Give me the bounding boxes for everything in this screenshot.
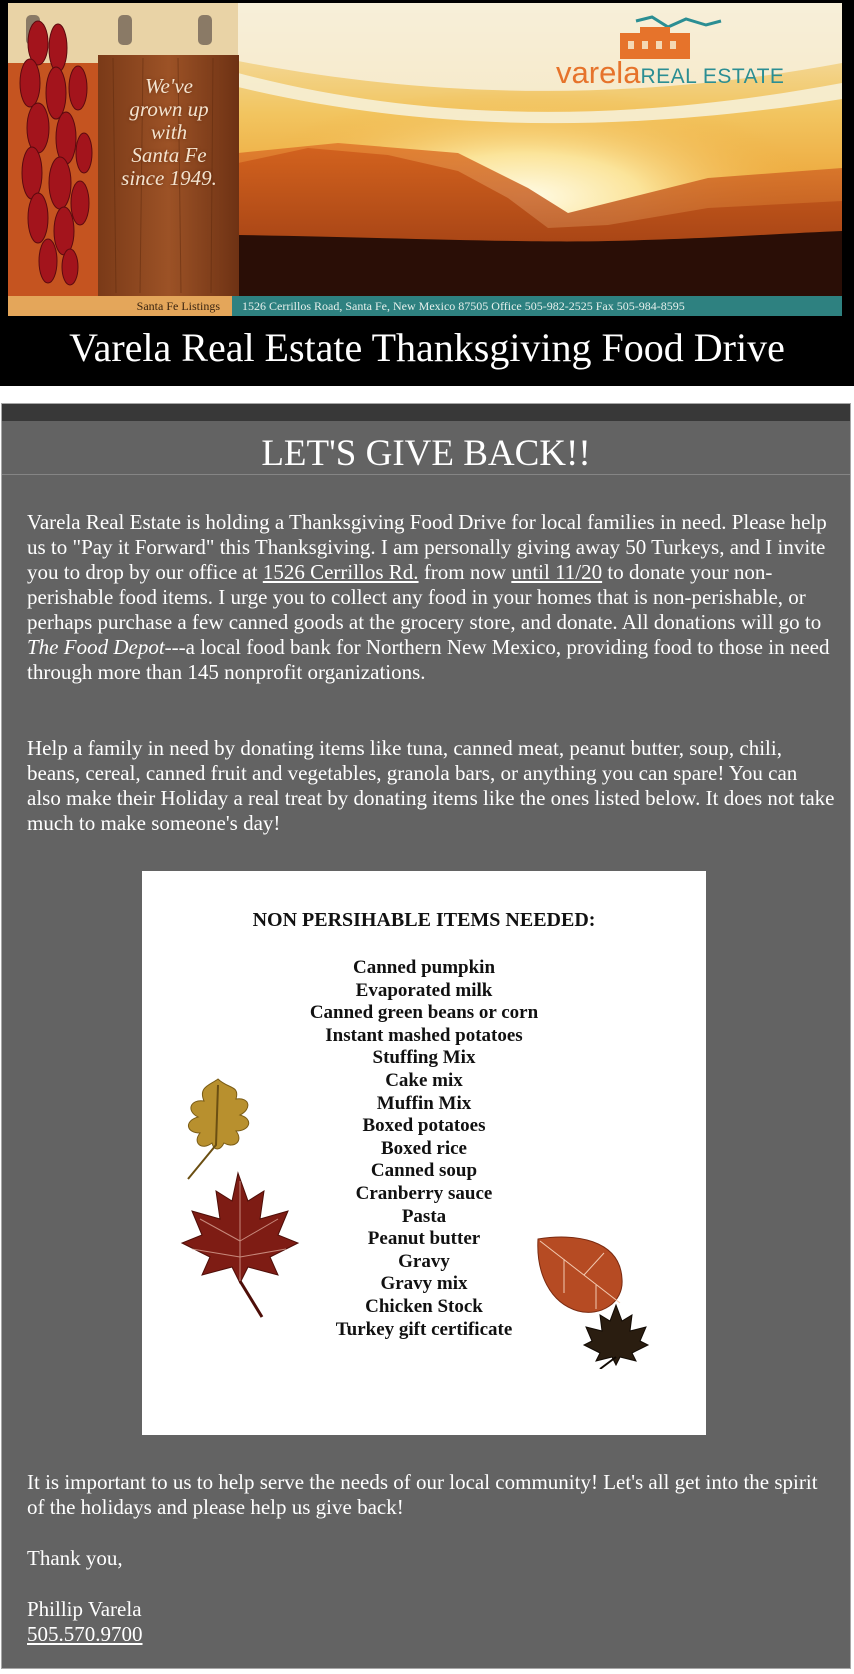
list-item: Gravy [398, 1250, 450, 1272]
list-item: Gravy mix [380, 1273, 468, 1295]
list-item: Canned green beans or corn [309, 1002, 539, 1024]
banner-tagline: We've grown up with Santa Fe since 1949. [121, 74, 217, 190]
santa-fe-listings-label: Santa Fe Listings [8, 296, 232, 316]
list-item: Instant mashed potatoes [325, 1024, 523, 1046]
list-item: Cranberry sauce [355, 1182, 493, 1204]
list-item: Cake mix [385, 1069, 463, 1091]
oak-leaf-icon [178, 1075, 260, 1183]
logo-name: varela [556, 55, 641, 90]
maple-leaf-icon [178, 1171, 300, 1321]
content-panel [1, 403, 851, 1669]
list-item: Stuffing Mix [372, 1047, 476, 1069]
page-title: Varela Real Estate Thanksgiving Food Drive [69, 325, 785, 370]
signer-name: Phillip Varela [27, 1597, 142, 1621]
food-bank-name: The Food Depot [27, 635, 165, 659]
list-item: Boxed rice [380, 1137, 467, 1159]
phone-link[interactable]: 505.570.9700 [27, 1622, 143, 1646]
logo-suffix: REAL ESTATE [640, 65, 785, 88]
list-item: Turkey gift certificate [335, 1318, 513, 1340]
deadline-link[interactable]: until 11/20 [511, 560, 603, 584]
list-item: Canned pumpkin [352, 957, 496, 978]
panel-top-bar [2, 404, 850, 421]
items-needed-card[interactable] [142, 871, 706, 1435]
signature-block [27, 1597, 835, 1647]
list-item: Chicken Stock [365, 1295, 483, 1317]
intro-text-4: ---a local food bank for Northern New Mexico, providing food to those in need through more than 145 nonprofit organizations. [27, 635, 830, 684]
intro-paragraph [27, 510, 835, 685]
list-item: Canned soup [370, 1160, 478, 1182]
divider [2, 474, 850, 475]
list-item: Muffin Mix [376, 1092, 472, 1114]
list-item: Peanut butter [367, 1228, 481, 1250]
contact-strip: 1526 Cerrillos Road, Santa Fe, New Mexico 87505 Office 505-982-2525 Fax 505-984-8595 [232, 296, 842, 316]
closing-paragraph: It is important to us to help serve the needs of our local community! Let's all get into the spirit of the holidays and please help us give back! [27, 1470, 818, 1519]
items-heading: NON PERSIHABLE ITEMS NEEDED: [252, 909, 596, 931]
thank-you-line: Thank you, [27, 1546, 123, 1570]
list-item: Evaporated milk [355, 979, 493, 1001]
banner-image[interactable] [8, 3, 842, 316]
intro-text-3: to donate your non-perishable food items. I urge you to collect any food in your homes that is non-perishable, or perhaps purchase a few canned goods at the grocery store, and donate. All donations will go to [27, 560, 822, 634]
header [0, 0, 854, 386]
give-back-heading: LET'S GIVE BACK!! [261, 433, 591, 474]
list-item: Boxed potatoes [362, 1115, 486, 1137]
address-link[interactable]: 1526 Cerrillos Rd. [262, 560, 419, 584]
intro-text-1: Varela Real Estate is holding a Thanksgiving Food Drive for local families in need. Please help us to "Pay it Forward" this Thanksgiving. I am personally giving away 50 Turkeys, and I invite you to drop by our office at [27, 510, 827, 584]
list-item: Pasta [401, 1205, 447, 1227]
dark-maple-leaf-icon [582, 1303, 650, 1369]
intro-text-2: from now [418, 560, 512, 584]
logo-wordmark [556, 55, 784, 91]
donation-paragraph: Help a family in need by donating items like tuna, canned meat, peanut butter, soup, chili, beans, cereal, canned fruit and vegetables, granola bars, or anything you can spare! You can also make their Holiday a real treat by donating items like the ones listed below. It does not take much to make someone's day! [27, 736, 835, 835]
